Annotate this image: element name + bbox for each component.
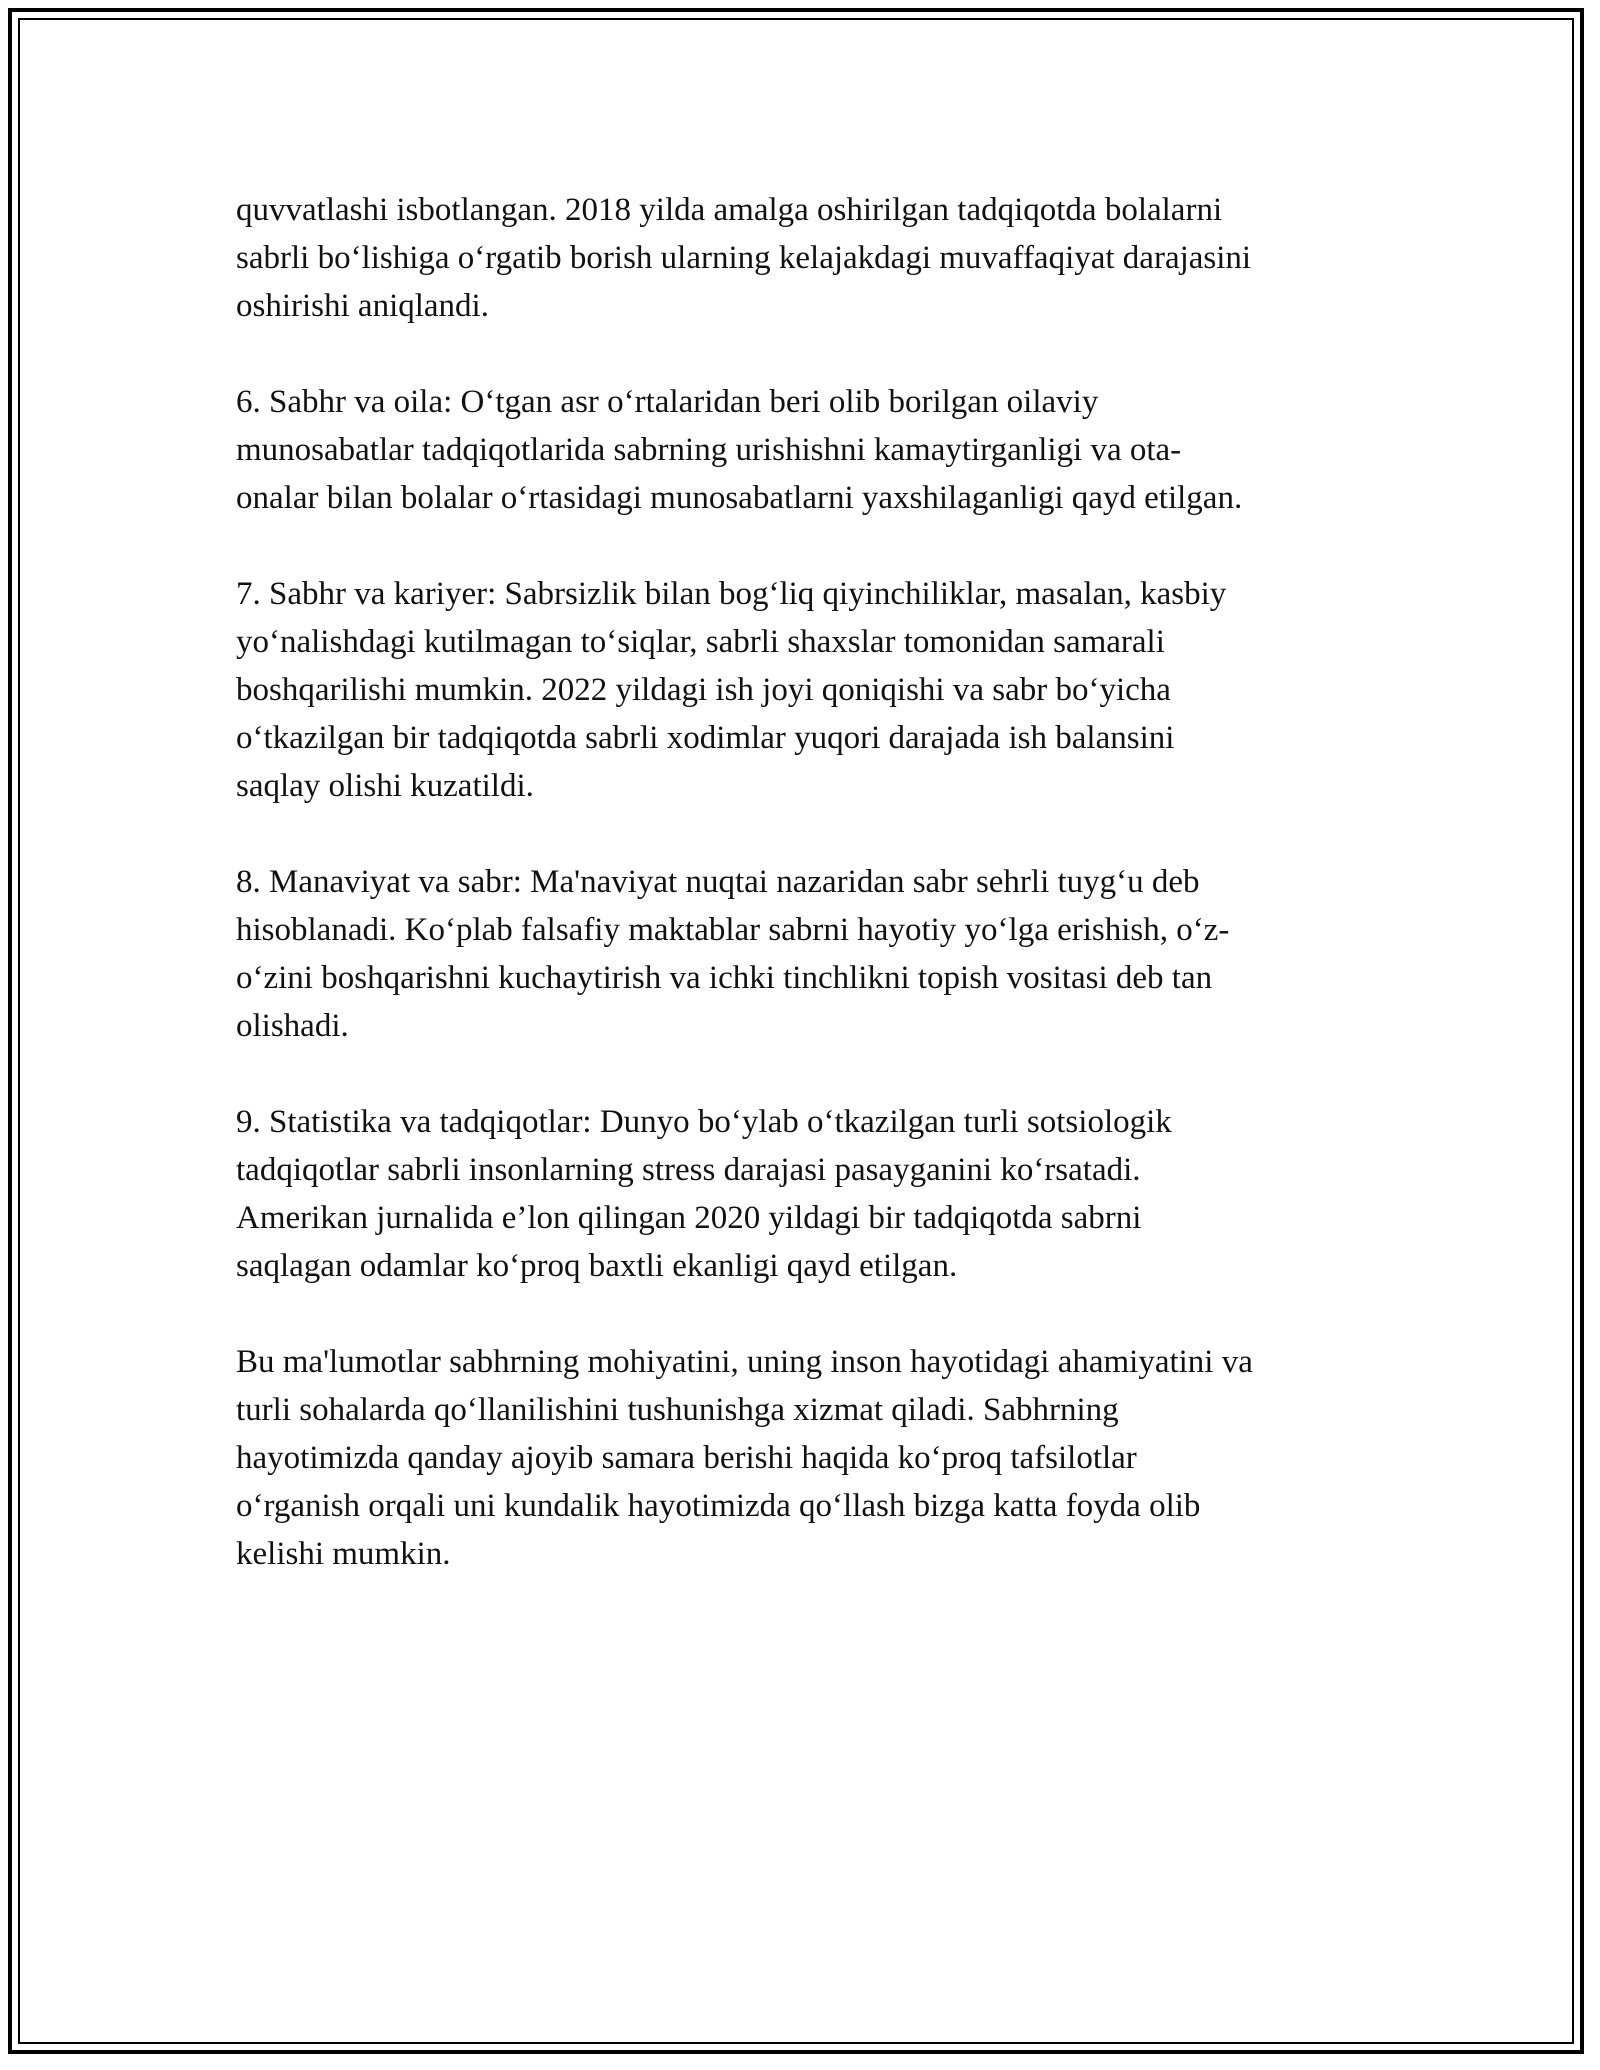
paragraph-item-9: 9. Statistika va tadqiqotlar: Dunyo bo‘ylab o‘tkazilgan turli sotsiologik tadqiqotlar sabrli insonlarning stress darajasi pasayganini ko‘rsatadi. Amerikan jurnalida e’lon qilingan 2020 yildagi bir tadqiqotda sabrni saqlagan odamlar ko‘proq baxtli ekanligi qayd etilgan. [236, 1104, 1172, 1284]
paragraph-item-8: 8. Manaviyat va sabr: Ma'naviyat nuqtai nazaridan sabr sehrli tuyg‘u deb hisoblanadi. Ko‘plab falsafiy maktablar sabrni hayotiy yo‘lga erishish, o‘z- o‘zini boshqarishni kuchaytirish va ichki tinchlikni topish vositasi deb tan olishadi. [236, 864, 1230, 1044]
paragraph-item-7: 7. Sabhr va kariyer: Sabrsizlik bilan bog‘liq qiyinchiliklar, masalan, kasbiy yo‘nalishdagi kutilmagan to‘siqlar, sabrli shaxslar tomonidan samarali boshqarilishi mumkin. 2022 yildagi ish joyi qoniqishi va sabr bo‘yicha o‘tkazilgan bir tadqiqotda sabrli xodimlar yuqori darajada ish balansini saqlay olishi kuzatildi. [236, 576, 1227, 804]
paragraph-continuation: quvvatlashi isbotlangan. 2018 yilda amalga oshirilgan tadqiqotda bolalarni sabrli bo‘lishiga o‘rgatib borish ularning kelajakdagi muvaffaqiyat darajasini oshirishi aniqlandi. [236, 192, 1252, 324]
paragraph-conclusion: Bu ma'lumotlar sabhrning mohiyatini, uning inson hayotidagi ahamiyatini va turli sohalarda qo‘llanilishini tushunishga xizmat qiladi. Sabhrning hayotimizda qanday ajoyib samara berishi haqida ko‘proq tafsilotlar o‘rganish orqali uni kundalik hayotimizda qo‘llash bizga katta foyda olib kelishi mumkin. [236, 1344, 1253, 1572]
document-body [236, 186, 1376, 1626]
paragraph-item-6: 6. Sabhr va oila: O‘tgan asr o‘rtalaridan beri olib borilgan oilaviy munosabatlar tadqiqotlarida sabrning urishishni kamaytirganligi va ota- onalar bilan bolalar o‘rtasidagi munosabatlarni yaxshilaganligi qayd etilgan. [236, 384, 1243, 516]
